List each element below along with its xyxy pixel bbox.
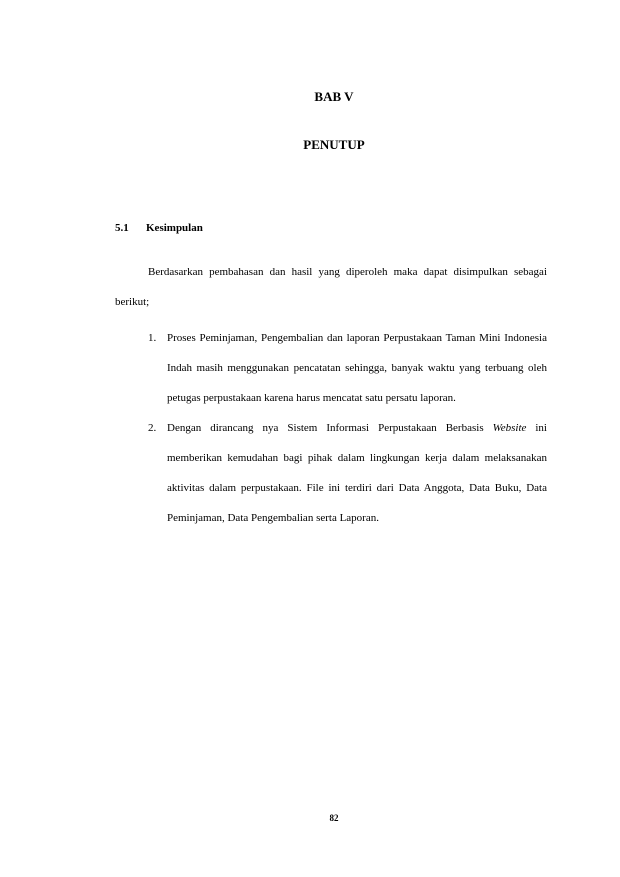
page-number: 82 bbox=[329, 813, 339, 823]
section-title: Kesimpulan bbox=[146, 222, 203, 234]
intro-paragraph: Berdasarkan pembahasan dan hasil yang diperoleh maka dapat disimpulkan sebagai berikut; bbox=[115, 266, 547, 308]
chapter-number: BAB V bbox=[314, 89, 354, 104]
list-item-number: 2. bbox=[148, 422, 157, 434]
chapter-title: PENUTUP bbox=[303, 137, 365, 152]
section-heading bbox=[115, 221, 203, 235]
list-item bbox=[148, 323, 547, 413]
list-item-text-after: ini memberikan kemudahan bagi pihak dalam lingkungan kerja dalam melaksanakan aktivitas dalam perpustakaan. File ini terdiri dari Data Anggota, Data Buku, Data Peminjaman, Data Pengembalian serta Laporan. bbox=[167, 422, 547, 524]
list-item-text-before: Dengan dirancang nya Sistem Informasi Perpustakaan Berbasis bbox=[167, 422, 493, 434]
section-number: 5.1 bbox=[115, 222, 129, 234]
conclusion-list bbox=[148, 323, 547, 533]
list-item-number: 1. bbox=[148, 332, 157, 344]
list-item-text: Proses Peminjaman, Pengembalian dan laporan Perpustakaan Taman Mini Indonesia Indah masih menggunakan pencatatan sehingga, banyak waktu yang terbuang oleh petugas perpustakaan karena harus mencatat satu persatu laporan. bbox=[167, 332, 547, 404]
list-item-text bbox=[167, 422, 547, 524]
list-item bbox=[148, 413, 547, 533]
list-item-text-italic: Website bbox=[492, 422, 527, 434]
